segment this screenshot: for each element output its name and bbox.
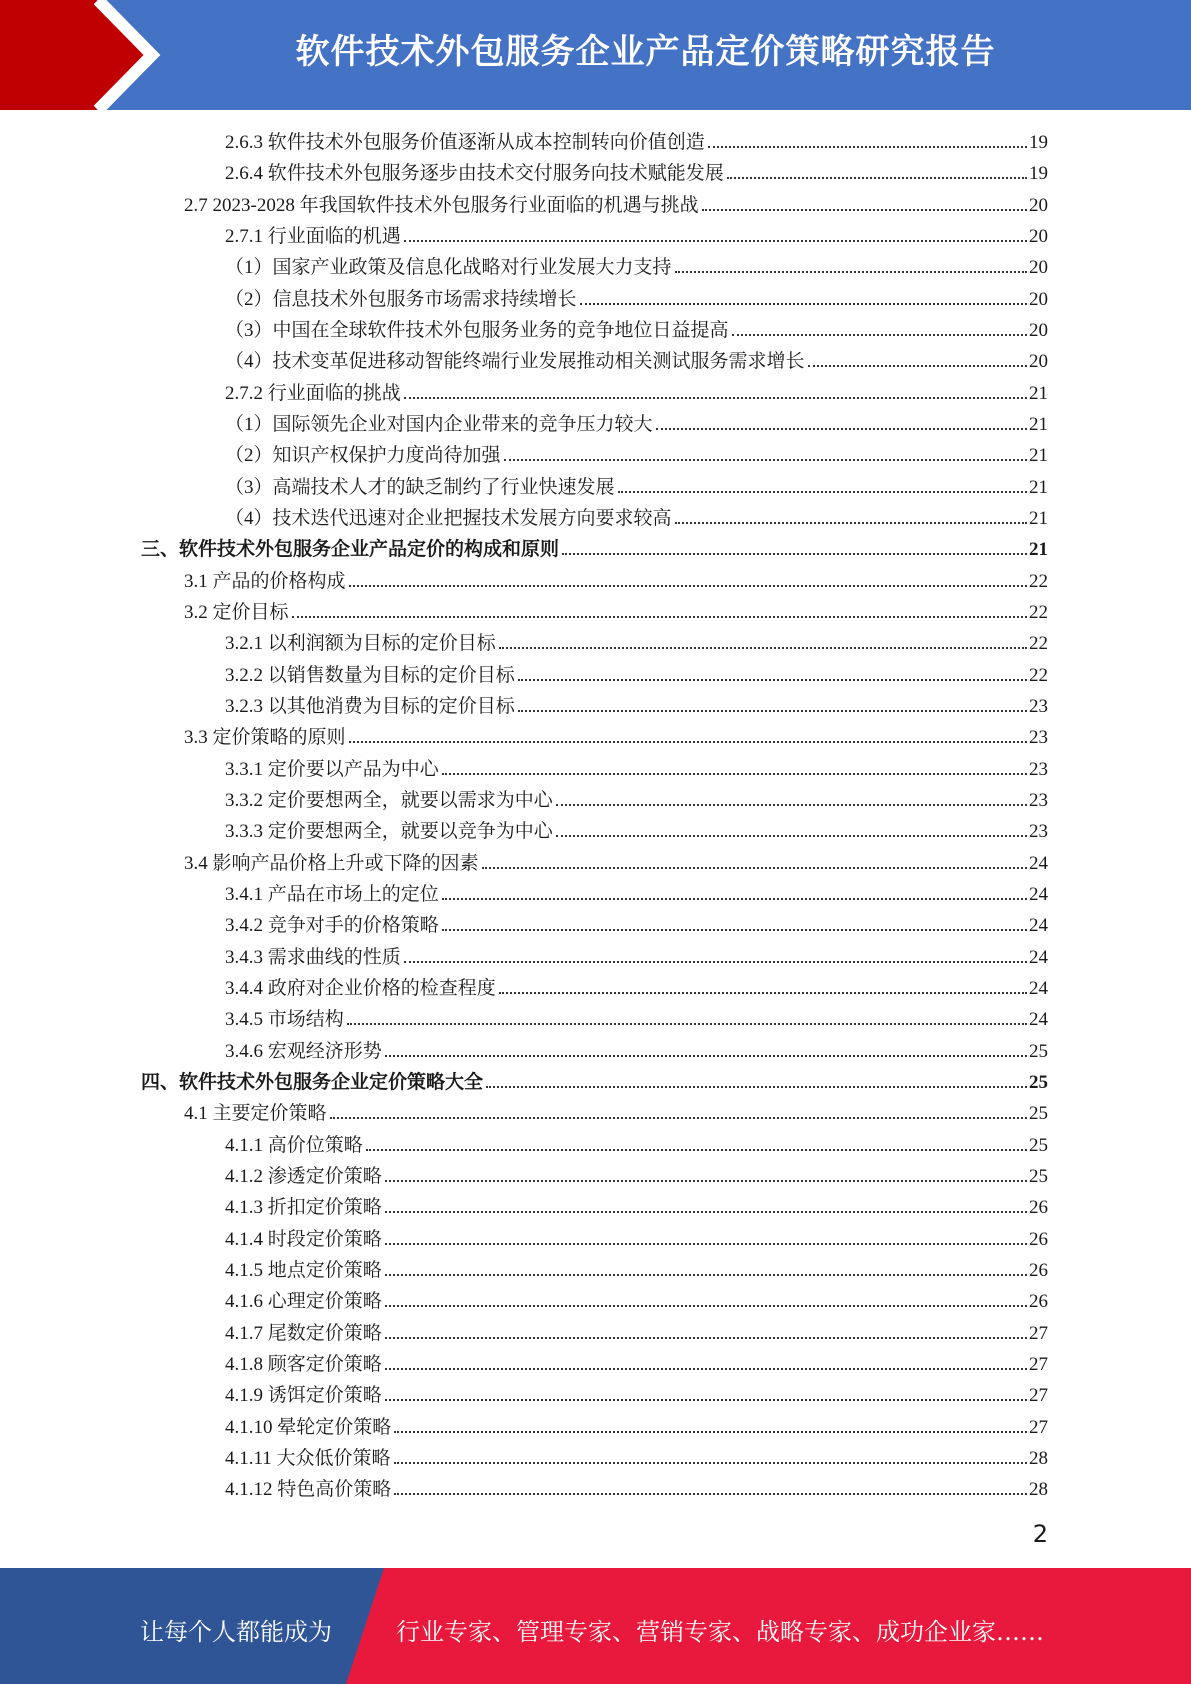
toc-entry-title: 4.1.4 时段定价策略 <box>225 1228 382 1250</box>
toc-entry-page: 27 <box>1029 1416 1048 1438</box>
toc-entry-page: 22 <box>1029 664 1048 686</box>
toc-entry-title: 3.3.2 定价要想两全，就要以需求为中心 <box>225 789 553 811</box>
toc-entry-page: 24 <box>1029 977 1048 999</box>
toc-entry[interactable] <box>225 1193 1048 1223</box>
toc-dot-leader <box>518 673 1027 681</box>
toc-dot-leader <box>385 1174 1027 1182</box>
toc-dot-leader <box>486 1080 1027 1088</box>
toc-entry[interactable] <box>225 253 1048 283</box>
toc-entry-page: 20 <box>1029 351 1048 373</box>
toc-entry-title: 4.1.10 晕轮定价策略 <box>225 1416 392 1438</box>
toc-dot-leader <box>656 422 1027 430</box>
toc-entry[interactable] <box>225 880 1048 910</box>
toc-entry-title: 3.3.3 定价要想两全，就要以竞争为中心 <box>225 821 553 843</box>
toc-entry-page: 19 <box>1029 132 1048 153</box>
toc-entry-page: 25 <box>1029 1103 1048 1125</box>
toc-entry-title: 3.4.3 需求曲线的性质 <box>225 946 401 968</box>
toc-entry-title: 2.7.1 行业面临的机遇 <box>225 225 401 247</box>
toc-dot-leader <box>349 735 1027 743</box>
toc-entry-page: 20 <box>1029 257 1048 279</box>
toc-entry-title: 3.2.1 以利润额为目标的定价目标 <box>225 633 496 655</box>
footer-slogan-left: 让每个人都能成为 <box>140 1618 332 1646</box>
toc-dot-leader <box>404 955 1027 963</box>
toc-entry-page: 26 <box>1029 1291 1048 1313</box>
toc-dot-leader <box>404 391 1027 399</box>
toc-entry-title: 2.6.3 软件技术外包服务价值逐渐从成本控制转向价值创造 <box>225 132 705 153</box>
toc-dot-leader <box>394 1456 1027 1464</box>
toc-entry[interactable] <box>184 849 1048 879</box>
toc-entry[interactable] <box>225 1319 1048 1349</box>
toc-entry-title: 3.2.2 以销售数量为目标的定价目标 <box>225 664 515 686</box>
toc-entry[interactable] <box>225 1256 1048 1286</box>
toc-dot-leader <box>675 516 1027 524</box>
toc-dot-leader <box>404 234 1027 242</box>
toc-entry[interactable] <box>225 410 1048 440</box>
toc-entry-title: 3.4.4 政府对企业价格的检查程度 <box>225 977 496 999</box>
toc-entry[interactable] <box>225 316 1048 346</box>
toc-entry-title: 4.1.8 顾客定价策略 <box>225 1353 382 1375</box>
toc-dot-leader <box>385 1049 1027 1057</box>
toc-dot-leader <box>385 1393 1027 1401</box>
toc-entry-title: （2）信息技术外包服务市场需求持续增长 <box>225 288 577 310</box>
toc-entry[interactable] <box>225 1350 1048 1380</box>
toc-entry-title: （4）技术变革促进移动智能终端行业发展推动相关测试服务需求增长 <box>225 351 805 373</box>
toc-entry[interactable] <box>225 692 1048 722</box>
toc-entry-title: 3.4 影响产品价格上升或下降的因素 <box>184 852 479 874</box>
toc-entry[interactable] <box>184 567 1048 597</box>
toc-entry[interactable] <box>184 598 1048 628</box>
toc-entry-page: 19 <box>1029 163 1048 185</box>
toc-entry-page: 22 <box>1029 633 1048 655</box>
toc-dot-leader <box>442 767 1027 775</box>
toc-entry-title: 4.1.11 大众低价策略 <box>225 1447 391 1469</box>
toc-entry[interactable] <box>225 1162 1048 1192</box>
toc-entry-page: 26 <box>1029 1259 1048 1281</box>
toc-entry-title: 4.1.12 特色高价策略 <box>225 1479 392 1501</box>
toc-entry[interactable] <box>225 1381 1048 1411</box>
toc-dot-leader <box>499 986 1027 994</box>
toc-dot-leader <box>562 547 1027 555</box>
toc-entry-page: 24 <box>1029 883 1048 905</box>
toc-dot-leader <box>504 453 1027 461</box>
toc-entry-title: 四、软件技术外包服务企业定价策略大全 <box>141 1071 484 1093</box>
toc-entry-page: 28 <box>1029 1479 1048 1501</box>
toc-entry-title: 4.1.3 折扣定价策略 <box>225 1197 382 1219</box>
toc-dot-leader <box>556 798 1027 806</box>
toc-entry[interactable] <box>225 473 1048 503</box>
toc-entry[interactable] <box>225 817 1048 847</box>
toc-entry-title: 4.1.1 高价位策略 <box>225 1134 363 1156</box>
toc-dot-leader <box>394 1487 1027 1495</box>
toc-entry[interactable] <box>225 943 1048 973</box>
toc-dot-leader <box>385 1237 1027 1245</box>
toc-dot-leader <box>292 610 1027 618</box>
toc-dot-leader <box>518 704 1027 712</box>
toc-entry[interactable] <box>141 535 1048 565</box>
toc-entry-title: （4）技术迭代迅速对企业把握技术发展方向要求较高 <box>225 507 672 529</box>
toc-entry-page: 28 <box>1029 1447 1048 1469</box>
toc-dot-leader <box>385 1362 1027 1370</box>
toc-entry-title: 4.1.2 渗透定价策略 <box>225 1165 382 1187</box>
toc-entry-page: 26 <box>1029 1228 1048 1250</box>
footer-slogan-right: 行业专家、管理专家、营销专家、战略专家、成功企业家…… <box>396 1618 1044 1646</box>
toc-entry-title: （2）知识产权保护力度尚待加强 <box>225 445 501 467</box>
toc-entry[interactable] <box>225 629 1048 659</box>
toc-dot-leader <box>330 1111 1027 1119</box>
toc-entry[interactable] <box>225 974 1048 1004</box>
toc-entry-page: 21 <box>1029 507 1048 529</box>
toc-entry[interactable] <box>184 1099 1048 1129</box>
toc-dot-leader <box>349 579 1027 587</box>
toc-entry-page: 23 <box>1029 821 1048 843</box>
toc-dot-leader <box>366 1143 1027 1151</box>
toc-entry[interactable] <box>225 1037 1048 1067</box>
report-title: 软件技术外包服务企业产品定价策略研究报告 <box>295 32 996 72</box>
toc-entry-title: 3.3.1 定价要以产品为中心 <box>225 758 439 780</box>
toc-entry[interactable] <box>225 1444 1048 1474</box>
toc-dot-leader <box>442 892 1027 900</box>
toc-dot-leader <box>708 140 1027 148</box>
toc-entry-page: 21 <box>1029 539 1048 561</box>
toc-entry-page: 21 <box>1029 476 1048 498</box>
toc-entry-page: 22 <box>1029 601 1048 623</box>
toc-entry-title: 3.3 定价策略的原则 <box>184 727 346 749</box>
toc-entry[interactable] <box>225 1413 1048 1443</box>
toc-entry-title: 3.4.5 市场结构 <box>225 1009 344 1031</box>
page-header <box>0 0 1191 110</box>
toc-entry-title: 3.4.6 宏观经济形势 <box>225 1040 382 1062</box>
toc-entry-title: 4.1.7 尾数定价策略 <box>225 1322 382 1344</box>
toc-dot-leader <box>394 1425 1027 1433</box>
toc-dot-leader <box>702 203 1027 211</box>
page-footer <box>0 1568 1191 1684</box>
toc-entry-title: 4.1.5 地点定价策略 <box>225 1259 382 1281</box>
toc-entry[interactable] <box>225 1005 1048 1035</box>
toc-entry-page: 24 <box>1029 915 1048 937</box>
toc-dot-leader <box>385 1331 1027 1339</box>
toc-entry-page: 27 <box>1029 1385 1048 1407</box>
toc-entry[interactable] <box>225 222 1048 252</box>
toc-entry-title: 4.1 主要定价策略 <box>184 1103 327 1125</box>
toc-entry-page: 22 <box>1029 570 1048 592</box>
toc-entry-page: 25 <box>1029 1071 1048 1093</box>
toc-entry-page: 23 <box>1029 789 1048 811</box>
toc-entry[interactable] <box>225 441 1048 471</box>
toc-entry-title: 4.1.6 心理定价策略 <box>225 1291 382 1313</box>
toc-entry-page: 25 <box>1029 1040 1048 1062</box>
toc-entry[interactable] <box>225 1225 1048 1255</box>
toc-dot-leader <box>385 1268 1027 1276</box>
toc-entry-title: 2.7 2023-2028 年我国软件技术外包服务行业面临的机遇与挑战 <box>184 194 699 216</box>
toc-entry-page: 25 <box>1029 1134 1048 1156</box>
toc-entry-title: 3.4.2 竞争对手的价格策略 <box>225 915 439 937</box>
toc-entry[interactable] <box>184 723 1048 753</box>
toc-dot-leader <box>385 1205 1027 1213</box>
toc-entry-page: 25 <box>1029 1165 1048 1187</box>
toc-entry[interactable] <box>225 911 1048 941</box>
toc-entry[interactable] <box>225 504 1048 534</box>
toc-entry[interactable] <box>225 285 1048 315</box>
toc-entry-page: 21 <box>1029 445 1048 467</box>
page-number: 2 <box>1032 1520 1048 1548</box>
toc-entry-title: 3.1 产品的价格构成 <box>184 570 346 592</box>
toc-entry-title: 2.6.4 软件技术外包服务逐步由技术交付服务向技术赋能发展 <box>225 163 724 185</box>
toc-dot-leader <box>499 641 1027 649</box>
toc-entry-page: 23 <box>1029 758 1048 780</box>
toc-entry-page: 27 <box>1029 1353 1048 1375</box>
toc-entry-page: 20 <box>1029 194 1048 216</box>
toc-entry[interactable] <box>225 786 1048 816</box>
toc-entry[interactable] <box>225 1287 1048 1317</box>
toc-entry-title: （3）高端技术人才的缺乏制约了行业快速发展 <box>225 476 615 498</box>
toc-entry-page: 24 <box>1029 852 1048 874</box>
toc-entry-page: 26 <box>1029 1197 1048 1219</box>
toc-entry-page: 20 <box>1029 319 1048 341</box>
toc-entry-page: 21 <box>1029 382 1048 404</box>
toc-entry-title: 3.4.1 产品在市场上的定位 <box>225 883 439 905</box>
toc-entry-page: 21 <box>1029 413 1048 435</box>
toc-entry[interactable] <box>184 191 1048 221</box>
toc-entry-title: （1）国际领先企业对国内企业带来的竞争压力较大 <box>225 413 653 435</box>
toc-dot-leader <box>618 485 1027 493</box>
toc-dot-leader <box>727 171 1027 179</box>
toc-entry-title: 2.7.2 行业面临的挑战 <box>225 382 401 404</box>
toc-entry-title: （3）中国在全球软件技术外包服务业务的竞争地位日益提高 <box>225 319 729 341</box>
toc-entry[interactable] <box>225 661 1048 691</box>
toc-entry[interactable] <box>141 1068 1048 1098</box>
toc-dot-leader <box>442 923 1027 931</box>
toc-dot-leader <box>808 359 1027 367</box>
toc-entry[interactable] <box>225 1475 1048 1505</box>
toc-entry-page: 20 <box>1029 225 1048 247</box>
toc-entry-page: 24 <box>1029 946 1048 968</box>
toc-dot-leader <box>675 265 1027 273</box>
toc-entry-title: （1）国家产业政策及信息化战略对行业发展大力支持 <box>225 257 672 279</box>
toc-dot-leader <box>580 297 1027 305</box>
toc-entry-title: 4.1.9 诱饵定价策略 <box>225 1385 382 1407</box>
toc-entry-page: 23 <box>1029 695 1048 717</box>
toc-entry-title: 三、软件技术外包服务企业产品定价的构成和原则 <box>141 539 560 561</box>
toc-entry-page: 23 <box>1029 727 1048 749</box>
toc-entry[interactable] <box>225 755 1048 785</box>
toc-entry-page: 24 <box>1029 1009 1048 1031</box>
toc-entry[interactable] <box>225 347 1048 377</box>
toc-dot-leader <box>732 328 1027 336</box>
toc-dot-leader <box>385 1299 1027 1307</box>
toc-dot-leader <box>482 861 1027 869</box>
toc-entry-title: 3.2.3 以其他消费为目标的定价目标 <box>225 695 515 717</box>
toc-entry-title: 3.2 定价目标 <box>184 601 289 623</box>
toc-dot-leader <box>556 829 1027 837</box>
toc-entry[interactable] <box>225 379 1048 409</box>
toc-dot-leader <box>347 1017 1027 1025</box>
toc-entry-page: 20 <box>1029 288 1048 310</box>
toc-entry[interactable] <box>225 1131 1048 1161</box>
toc-entry[interactable] <box>225 128 1048 158</box>
toc-entry[interactable] <box>225 159 1048 189</box>
toc-entry-page: 27 <box>1029 1322 1048 1344</box>
